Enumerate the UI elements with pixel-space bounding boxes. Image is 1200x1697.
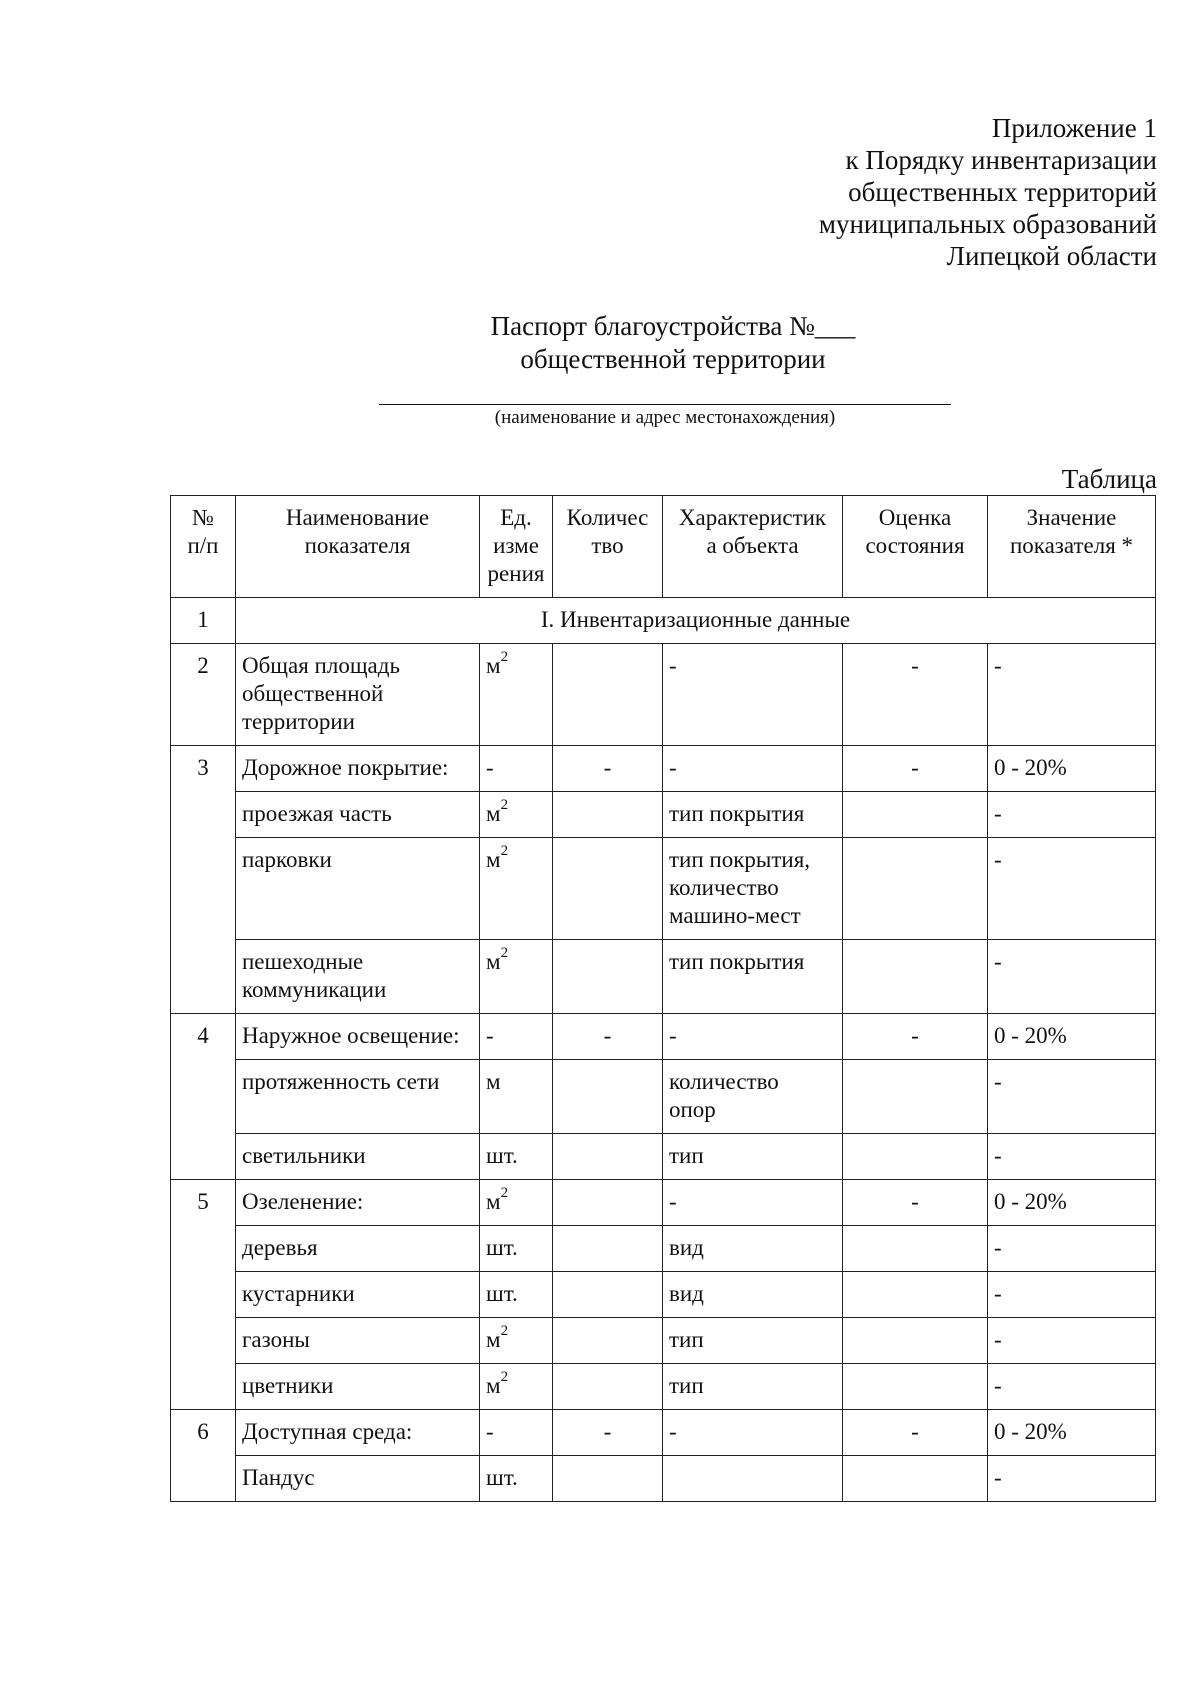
value-cell: 0 - 20% bbox=[988, 746, 1156, 792]
header-text: Количес bbox=[566, 505, 649, 530]
row-num: 6 bbox=[171, 1410, 236, 1502]
cell-text: машино-мест bbox=[669, 903, 801, 928]
section-title: I. Инвентаризационные данные bbox=[236, 598, 1156, 644]
qty-cell bbox=[553, 1318, 663, 1364]
indicator-name: Доступная среда: bbox=[236, 1410, 480, 1456]
unit-exponent: 2 bbox=[500, 1323, 509, 1340]
state-cell: - bbox=[843, 1014, 988, 1060]
state-cell bbox=[843, 1364, 988, 1410]
unit-exponent: 2 bbox=[500, 1369, 509, 1386]
header-text: рения bbox=[487, 561, 545, 586]
table-row bbox=[171, 1410, 1156, 1456]
unit-cell: шт. bbox=[480, 1134, 553, 1180]
indicator-name: проезжая часть bbox=[236, 792, 480, 838]
state-cell bbox=[843, 1318, 988, 1364]
table-row bbox=[171, 644, 1156, 746]
table-row bbox=[171, 1014, 1156, 1060]
characteristic-cell: тип покрытия bbox=[663, 792, 843, 838]
value-cell: 0 - 20% bbox=[988, 1410, 1156, 1456]
value-cell: - bbox=[988, 838, 1156, 940]
qty-cell bbox=[553, 1060, 663, 1134]
header-characteristic bbox=[663, 496, 843, 598]
characteristic-cell bbox=[663, 1456, 843, 1502]
row-num: 1 bbox=[171, 598, 236, 644]
indicator-name: протяженность сети bbox=[236, 1060, 480, 1134]
table-row bbox=[171, 746, 1156, 792]
qty-cell bbox=[553, 1364, 663, 1410]
unit-cell: - bbox=[480, 1014, 553, 1060]
cell-text: коммуникации bbox=[242, 977, 387, 1002]
qty-cell bbox=[553, 1134, 663, 1180]
cell-text: количество bbox=[669, 1069, 779, 1094]
header-text: показателя bbox=[304, 533, 411, 558]
unit-cell bbox=[480, 1364, 553, 1410]
appendix-line: к Порядку инвентаризации bbox=[845, 145, 1157, 175]
unit-cell bbox=[480, 838, 553, 940]
unit-cell bbox=[480, 940, 553, 1014]
table-row bbox=[171, 838, 1156, 940]
table-row bbox=[171, 1226, 1156, 1272]
indicator-name: Пандус bbox=[236, 1456, 480, 1502]
indicator-name: Озеленение: bbox=[236, 1180, 480, 1226]
state-cell: - bbox=[843, 1410, 988, 1456]
indicator-name: деревья bbox=[236, 1226, 480, 1272]
indicator-name: Наружное освещение: bbox=[236, 1014, 480, 1060]
header-num bbox=[171, 496, 236, 598]
qty-cell bbox=[553, 940, 663, 1014]
qty-cell bbox=[553, 1456, 663, 1502]
header-text: п/п bbox=[187, 533, 219, 558]
value-cell: - bbox=[988, 1060, 1156, 1134]
characteristic-cell bbox=[663, 1060, 843, 1134]
value-cell: - bbox=[988, 792, 1156, 838]
appendix-line: Приложение 1 bbox=[991, 113, 1157, 143]
unit-cell: - bbox=[480, 746, 553, 792]
table-label: Таблица bbox=[1061, 464, 1157, 494]
unit-cell: шт. bbox=[480, 1272, 553, 1318]
table-row bbox=[171, 792, 1156, 838]
unit-text: м bbox=[486, 847, 501, 872]
header-text: тво bbox=[591, 533, 624, 558]
value-cell: - bbox=[988, 1226, 1156, 1272]
header-text: Наименование bbox=[285, 505, 430, 530]
characteristic-cell: тип bbox=[663, 1134, 843, 1180]
header-state bbox=[843, 496, 988, 598]
row-num: 5 bbox=[171, 1180, 236, 1410]
state-cell: - bbox=[843, 1180, 988, 1226]
table-row bbox=[171, 1364, 1156, 1410]
state-cell bbox=[843, 1134, 988, 1180]
characteristic-cell: - bbox=[663, 746, 843, 792]
value-cell: - bbox=[988, 644, 1156, 746]
indicator-name: парковки bbox=[236, 838, 480, 940]
state-cell bbox=[843, 1226, 988, 1272]
unit-cell: м bbox=[480, 1060, 553, 1134]
table-row bbox=[171, 1456, 1156, 1502]
state-cell bbox=[843, 1060, 988, 1134]
cell-text: общественной bbox=[242, 681, 384, 706]
indicator-name bbox=[236, 644, 480, 746]
indicator-name: кустарники bbox=[236, 1272, 480, 1318]
characteristic-cell: - bbox=[663, 1014, 843, 1060]
unit-cell bbox=[480, 792, 553, 838]
qty-cell bbox=[553, 644, 663, 746]
passport-table bbox=[170, 495, 1156, 1502]
cell-text: опор bbox=[669, 1097, 716, 1122]
document-title bbox=[0, 310, 1200, 376]
qty-cell bbox=[553, 792, 663, 838]
qty-cell: - bbox=[553, 1014, 663, 1060]
characteristic-cell: тип bbox=[663, 1318, 843, 1364]
table-row bbox=[171, 1318, 1156, 1364]
name-caption: (наименование и адрес местонахождения) bbox=[494, 407, 836, 428]
qty-cell bbox=[553, 838, 663, 940]
title-line-2: общественной территории bbox=[520, 344, 826, 374]
header-name bbox=[236, 496, 480, 598]
header-text: состояния bbox=[865, 533, 965, 558]
state-cell bbox=[843, 1272, 988, 1318]
cell-text: Общая площадь bbox=[242, 653, 400, 678]
state-cell bbox=[843, 1456, 988, 1502]
indicator-name: Дорожное покрытие: bbox=[236, 746, 480, 792]
unit-exponent: 2 bbox=[500, 649, 509, 666]
value-cell: - bbox=[988, 1364, 1156, 1410]
unit-cell: - bbox=[480, 1410, 553, 1456]
unit-cell bbox=[480, 1318, 553, 1364]
unit-exponent: 2 bbox=[500, 843, 509, 860]
unit-cell bbox=[480, 644, 553, 746]
characteristic-cell: - bbox=[663, 1410, 843, 1456]
unit-exponent: 2 bbox=[500, 945, 509, 962]
row-num: 3 bbox=[171, 746, 236, 1014]
value-cell: 0 - 20% bbox=[988, 1180, 1156, 1226]
qty-cell: - bbox=[553, 746, 663, 792]
table-row bbox=[171, 1134, 1156, 1180]
appendix-line: общественных территорий bbox=[848, 177, 1157, 207]
unit-text: м bbox=[486, 1327, 501, 1352]
characteristic-cell: тип bbox=[663, 1364, 843, 1410]
row-num: 2 bbox=[171, 644, 236, 746]
state-cell: - bbox=[843, 644, 988, 746]
state-cell bbox=[843, 792, 988, 838]
table-row bbox=[171, 1060, 1156, 1134]
qty-cell: - bbox=[553, 1410, 663, 1456]
qty-cell bbox=[553, 1180, 663, 1226]
section-row bbox=[171, 598, 1156, 644]
unit-cell bbox=[480, 1180, 553, 1226]
characteristic-cell bbox=[663, 838, 843, 940]
header-text: а объекта bbox=[706, 533, 799, 558]
table-row bbox=[171, 940, 1156, 1014]
unit-cell: шт. bbox=[480, 1226, 553, 1272]
header-unit bbox=[480, 496, 553, 598]
unit-text: м bbox=[486, 1373, 501, 1398]
value-cell: - bbox=[988, 940, 1156, 1014]
cell-text: количество bbox=[669, 875, 779, 900]
unit-exponent: 2 bbox=[500, 797, 509, 814]
unit-text: м bbox=[486, 949, 501, 974]
unit-text: м bbox=[486, 653, 501, 678]
characteristic-cell: тип покрытия bbox=[663, 940, 843, 1014]
unit-text: м bbox=[486, 1189, 501, 1214]
value-cell: - bbox=[988, 1272, 1156, 1318]
header-text: Оценка bbox=[878, 505, 952, 530]
cell-text: территории bbox=[242, 709, 355, 734]
header-text: Характеристик bbox=[678, 505, 827, 530]
header-qty bbox=[553, 496, 663, 598]
state-cell bbox=[843, 838, 988, 940]
value-cell: 0 - 20% bbox=[988, 1014, 1156, 1060]
row-num: 4 bbox=[171, 1014, 236, 1180]
characteristic-cell: вид bbox=[663, 1272, 843, 1318]
value-cell: - bbox=[988, 1134, 1156, 1180]
cell-text: тип покрытия, bbox=[669, 847, 811, 872]
header-text: показателя * bbox=[1009, 533, 1134, 558]
qty-cell bbox=[553, 1226, 663, 1272]
unit-text: м bbox=[486, 801, 501, 826]
appendix-line: муниципальных образований bbox=[818, 209, 1157, 239]
indicator-name: светильники bbox=[236, 1134, 480, 1180]
state-cell bbox=[843, 940, 988, 1014]
header-text: Значение bbox=[1026, 505, 1117, 530]
value-cell: - bbox=[988, 1318, 1156, 1364]
indicator-name: цветники bbox=[236, 1364, 480, 1410]
appendix-line: Липецкой области bbox=[946, 241, 1157, 271]
characteristic-cell: - bbox=[663, 1180, 843, 1226]
indicator-name: газоны bbox=[236, 1318, 480, 1364]
unit-cell: шт. bbox=[480, 1456, 553, 1502]
title-line-1: Паспорт благоустройства №___ bbox=[490, 311, 856, 341]
indicator-name bbox=[236, 940, 480, 1014]
characteristic-cell: вид bbox=[663, 1226, 843, 1272]
table-row bbox=[171, 1272, 1156, 1318]
appendix-header bbox=[819, 112, 1157, 272]
name-fill-line bbox=[379, 404, 951, 405]
state-cell: - bbox=[843, 746, 988, 792]
table-row bbox=[171, 1180, 1156, 1226]
header-text: № bbox=[192, 505, 214, 530]
header-value bbox=[988, 496, 1156, 598]
header-text: изме bbox=[493, 533, 539, 558]
value-cell: - bbox=[988, 1456, 1156, 1502]
cell-text: пешеходные bbox=[242, 949, 364, 974]
header-text: Ед. bbox=[500, 505, 532, 530]
characteristic-cell: - bbox=[663, 644, 843, 746]
table-header-row bbox=[171, 496, 1156, 598]
qty-cell bbox=[553, 1272, 663, 1318]
unit-exponent: 2 bbox=[500, 1185, 509, 1202]
